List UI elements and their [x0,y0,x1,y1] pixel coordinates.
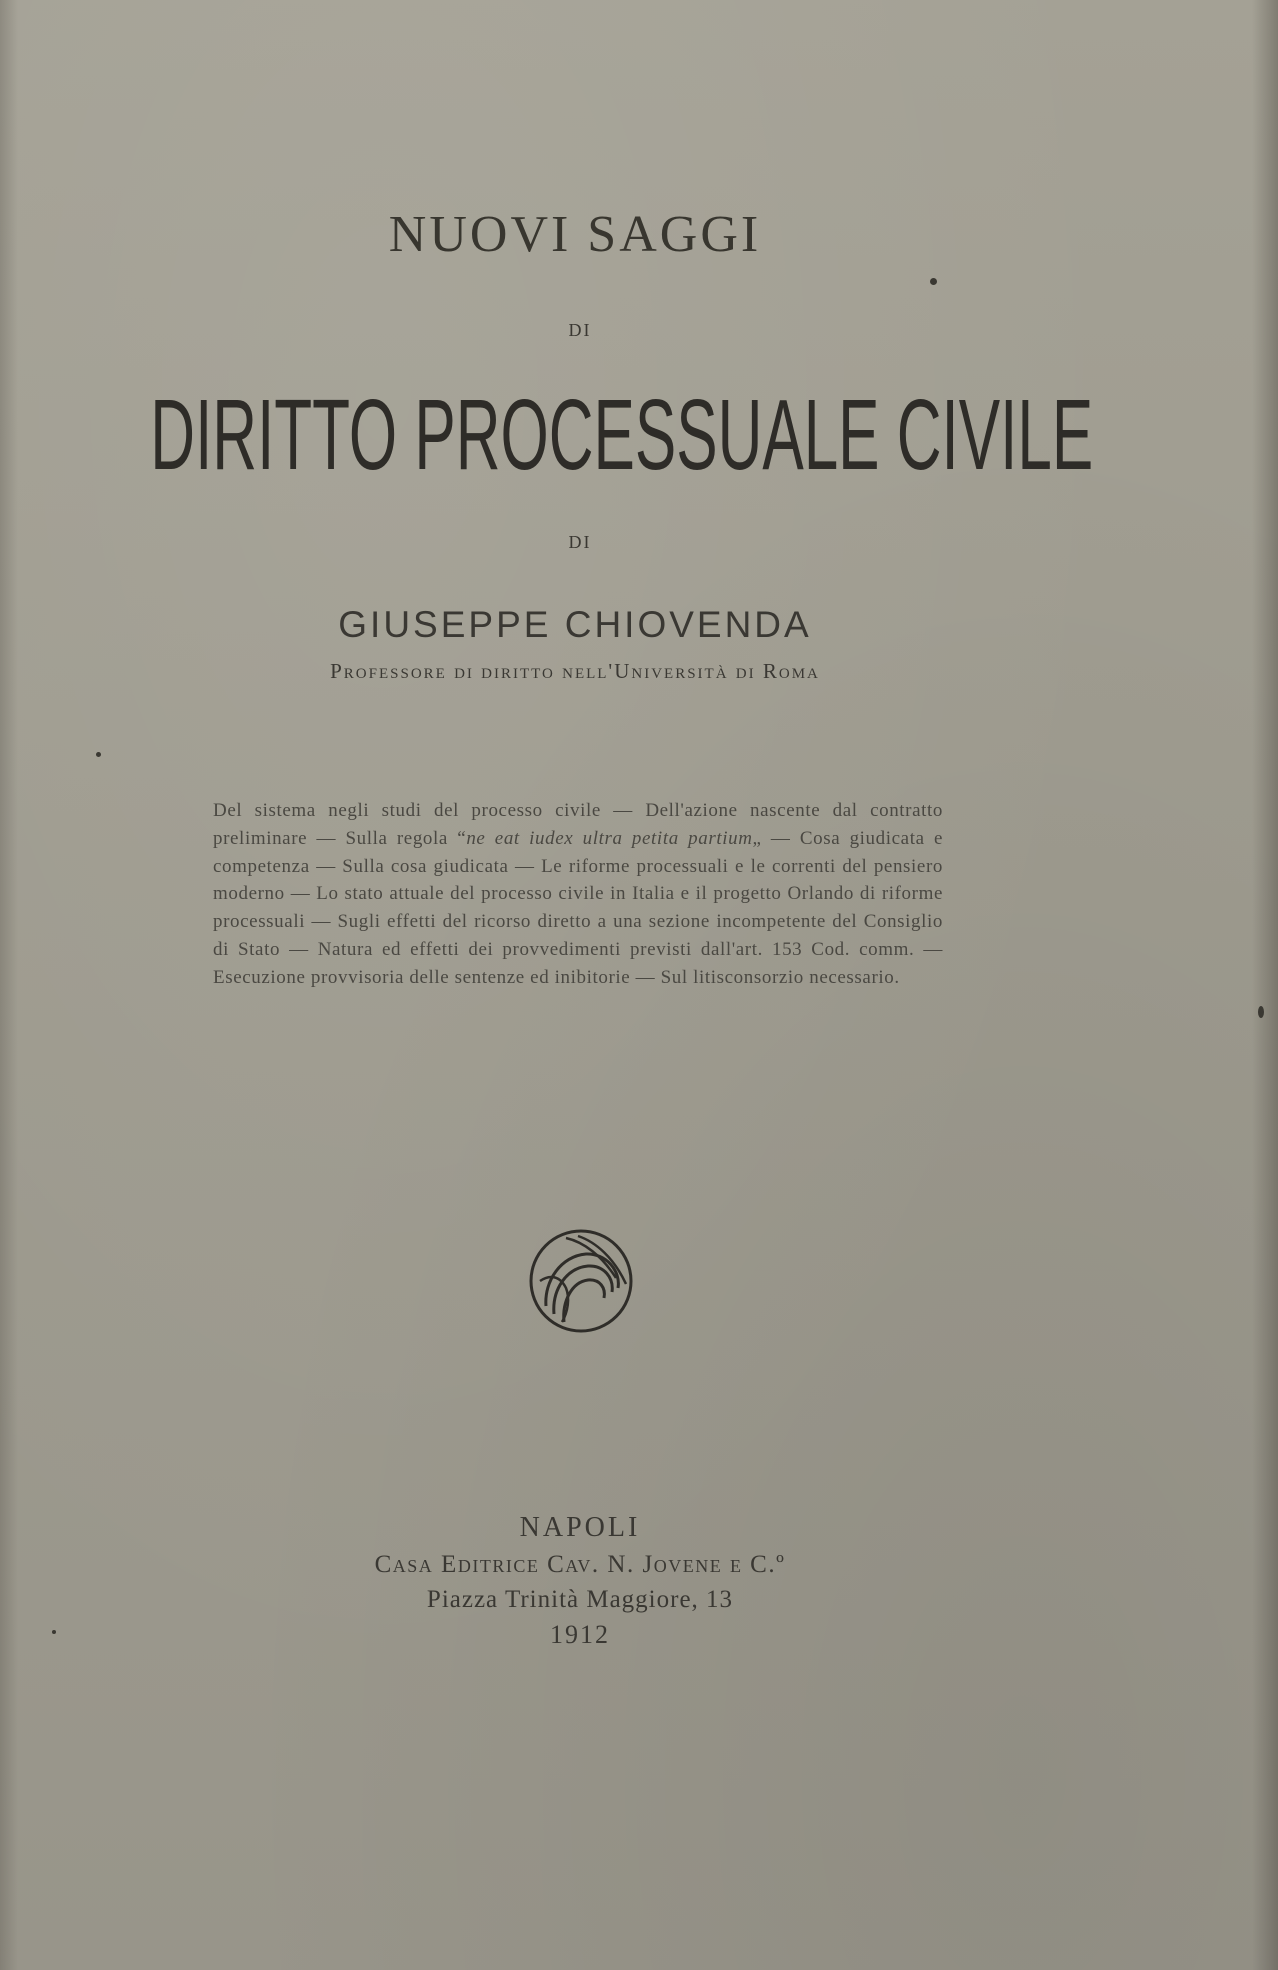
paper-speck [96,752,101,757]
connector-di-1: DI [568,320,592,340]
page-edge-shadow-left [0,0,18,1970]
publication-year: 1912 [550,1620,610,1649]
publisher-name: Casa Editrice Cav. N. Jovene e C.º [374,1551,786,1578]
author-name: GIUSEPPE CHIOVENDA [338,604,812,645]
paper-speck [930,278,937,285]
publication-place: NAPOLI [519,1512,641,1543]
contents-part-1: Del sistema negli studi del processo civile — Dell'azione nascente dal contratto preliminare — Sulla regola “ [213,800,943,849]
contents-part-2: „ — Cosa giudicata e competenza — Sulla cosa giudicata — Le riforme processuali e le correnti del pensiero moderno — Lo stato attuale del processo civile in Italia e il progetto Orlando di riforme processuali — Sugli effetti del ricorso diretto a una sezione incompetente del Consiglio di Stato — Natura ed effetti dei provvedimenti previsti dall'art. 153 Cod. comm. — Esecuzione provvisoria delle sentenze ed inibitorie — Sul litisconsorzio necessario. [213,827,943,988]
title-main-text: DIRITTO PROCESSUALE CIVILE [150,379,1094,491]
publisher-emblem-icon [526,1226,636,1336]
author-affiliation: Professore di diritto nell'Università di Roma [330,659,820,683]
title-top: NUOVI SAGGI [388,206,762,263]
page-edge-shadow-right [1252,0,1278,1970]
publisher-address: Piazza Trinità Maggiore, 13 [426,1586,734,1613]
title-main [150,379,1094,491]
paper-speck [1258,1006,1264,1018]
contents-summary [213,797,943,992]
contents-italic-phrase: ne eat iudex ultra petita partium [466,827,753,849]
connector-di-2: DI [568,532,592,552]
